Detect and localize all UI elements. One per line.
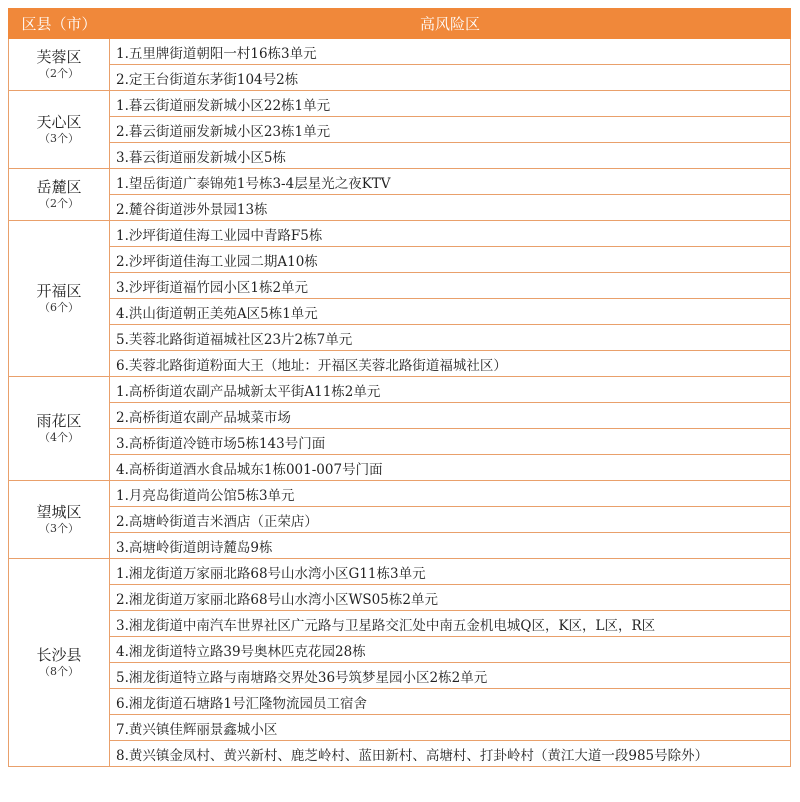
area-cell: 6.芙蓉北路街道粉面大王（地址：开福区芙蓉北路街道福城社区） [110, 351, 791, 377]
district-count: （8个） [39, 665, 79, 678]
table-row [9, 195, 791, 221]
area-cell: 3.高桥街道冷链市场5栋143号门面 [110, 429, 791, 455]
district-cell [9, 169, 110, 221]
area-cell: 2.暮云街道丽发新城小区23栋1单元 [110, 117, 791, 143]
district-name: 望城区 [36, 503, 82, 521]
table-row [9, 585, 791, 611]
area-cell: 2.高塘岭街道吉米酒店（正荣店） [110, 507, 791, 533]
area-cell: 3.沙坪街道福竹园小区1栋2单元 [110, 273, 791, 299]
district-name: 长沙县 [36, 646, 82, 664]
table-row [9, 169, 791, 195]
area-cell: 4.洪山街道朝正美苑A区5栋1单元 [110, 299, 791, 325]
district-name: 雨花区 [36, 412, 82, 430]
table-row [9, 611, 791, 637]
district-count: （2个） [39, 197, 79, 210]
area-cell: 2.麓谷街道涉外景园13栋 [110, 195, 791, 221]
table-row [9, 221, 791, 247]
table-row [9, 481, 791, 507]
district-count: （4个） [39, 431, 79, 444]
table-row [9, 247, 791, 273]
area-cell: 2.高桥街道农副产品城菜市场 [110, 403, 791, 429]
district-cell [9, 481, 110, 559]
area-cell: 3.高塘岭街道朗诗麓岛9栋 [110, 533, 791, 559]
district-count: （3个） [39, 132, 79, 145]
district-count: （3个） [39, 522, 79, 535]
district-cell [9, 377, 110, 481]
district-name: 天心区 [36, 113, 82, 131]
area-cell: 1.高桥街道农副产品城新太平街A11栋2单元 [110, 377, 791, 403]
district-cell [9, 559, 110, 767]
area-cell: 1.月亮岛街道尚公馆5栋3单元 [110, 481, 791, 507]
table-row [9, 741, 791, 767]
area-cell: 6.湘龙街道石塘路1号汇隆物流园员工宿舍 [110, 689, 791, 715]
area-cell: 8.黄兴镇金凤村、黄兴新村、鹿芝岭村、蓝田新村、高塘村、打卦岭村（黄江大道一段985号除外） [110, 741, 791, 767]
area-cell: 1.五里牌街道朝阳一村16栋3单元 [110, 39, 791, 65]
table-row [9, 715, 791, 741]
table-row [9, 117, 791, 143]
table-row [9, 533, 791, 559]
district-name: 开福区 [36, 282, 82, 300]
table-body [9, 39, 791, 767]
table-row [9, 325, 791, 351]
district-count: （2个） [39, 67, 79, 80]
area-cell: 5.芙蓉北路街道福城社区23片2栋7单元 [110, 325, 791, 351]
area-cell: 2.定王台街道东茅街104号2栋 [110, 65, 791, 91]
area-cell: 1.望岳街道广泰锦苑1号栋3-4层星光之夜KTV [110, 169, 791, 195]
table-row [9, 351, 791, 377]
header-row [9, 9, 791, 39]
district-cell [9, 221, 110, 377]
area-cell: 2.湘龙街道万家丽北路68号山水湾小区WS05栋2单元 [110, 585, 791, 611]
table-row [9, 455, 791, 481]
table-row [9, 689, 791, 715]
area-cell: 5.湘龙街道特立路与南塘路交界处36号筑梦星园小区2栋2单元 [110, 663, 791, 689]
district-cell [9, 39, 110, 91]
table-row [9, 143, 791, 169]
district-name: 岳麓区 [36, 178, 82, 196]
area-cell: 3.暮云街道丽发新城小区5栋 [110, 143, 791, 169]
area-cell: 3.湘龙街道中南汽车世界社区广元路与卫星路交汇处中南五金机电城Q区，K区，L区，R区 [110, 611, 791, 637]
table-row [9, 299, 791, 325]
header-district: 区县（市） [9, 9, 110, 39]
area-cell: 7.黄兴镇佳辉丽景鑫城小区 [110, 715, 791, 741]
area-cell: 2.沙坪街道佳海工业园二期A10栋 [110, 247, 791, 273]
area-cell: 4.高桥街道酒水食品城东1栋001-007号门面 [110, 455, 791, 481]
table-row [9, 663, 791, 689]
table-row [9, 91, 791, 117]
district-cell [9, 91, 110, 169]
table-row [9, 377, 791, 403]
area-cell: 1.湘龙街道万家丽北路68号山水湾小区G11栋3单元 [110, 559, 791, 585]
risk-area-table [8, 8, 791, 767]
table-row [9, 429, 791, 455]
table-row [9, 65, 791, 91]
district-name: 芙蓉区 [36, 48, 82, 66]
area-cell: 4.湘龙街道特立路39号奥林匹克花园28栋 [110, 637, 791, 663]
table-row [9, 637, 791, 663]
table-row [9, 507, 791, 533]
district-count: （6个） [39, 301, 79, 314]
area-cell: 1.暮云街道丽发新城小区22栋1单元 [110, 91, 791, 117]
table-row [9, 403, 791, 429]
table-row [9, 559, 791, 585]
table-row [9, 39, 791, 65]
header-area: 高风险区 [110, 9, 791, 39]
area-cell: 1.沙坪街道佳海工业园中青路F5栋 [110, 221, 791, 247]
table-row [9, 273, 791, 299]
